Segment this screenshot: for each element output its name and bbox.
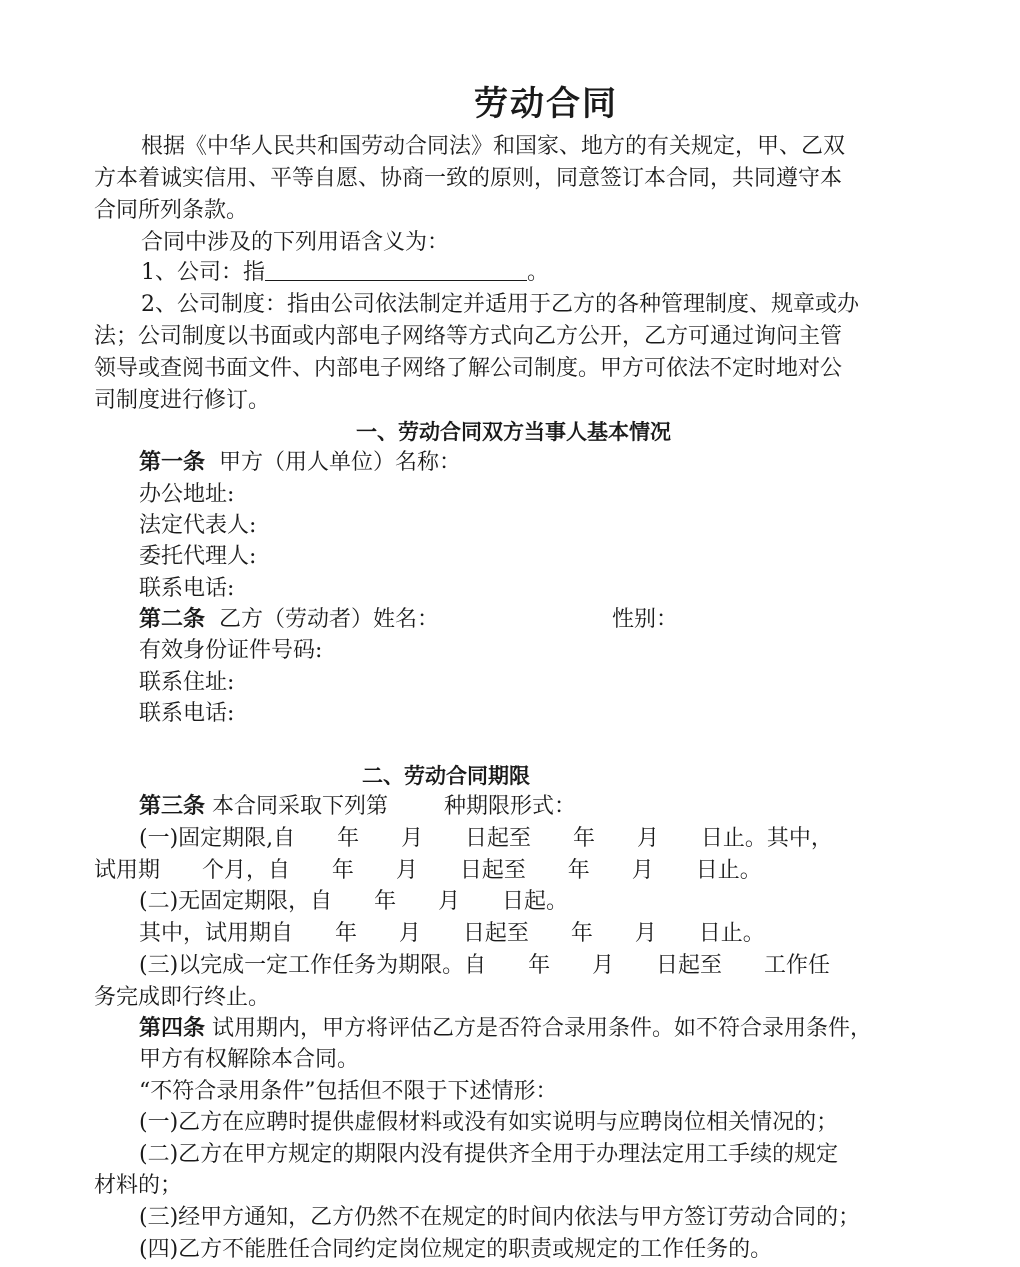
definition-policy-line-4: 司制度进行修订。 — [94, 388, 271, 413]
company-name-blank — [265, 258, 527, 281]
document-title: 劳动合同 — [474, 84, 618, 124]
article-4-text: 试用期内，甲方将评估乙方是否符合录用条件。如不符合录用条件， — [212, 1016, 873, 1041]
criterion-4: (四)乙方不能胜任合同约定岗位规定的职责或规定的工作任务的。 — [139, 1237, 773, 1262]
article-3-text: 本合同采取下列第 种期限形式： — [212, 794, 576, 819]
authorized-agent-label: 委托代理人: — [139, 544, 257, 569]
criterion-3: (三)经甲方通知，乙方仍然不在规定的时间内依法与甲方签订劳动合同的； — [139, 1205, 861, 1230]
open-term-line-1: (二)无固定期限，自 年 月 日起。 — [139, 889, 569, 914]
fixed-term-line-1: (一)固定期限,自 年 月 日起至 年 月 日止。其中， — [139, 826, 833, 851]
definition-company — [141, 258, 549, 288]
article-4-line-2: 甲方有权解除本合同。 — [139, 1047, 360, 1072]
criterion-2-line-2: 材料的； — [94, 1173, 183, 1198]
article-2 — [139, 605, 439, 635]
id-number-label: 有效身份证件号码: — [139, 638, 323, 663]
article-1 — [139, 448, 461, 478]
employee-address-label: 联系住址: — [139, 670, 235, 695]
employer-phone-label: 联系电话: — [139, 576, 235, 601]
article-1-text: 甲方（用人单位）名称： — [219, 450, 462, 475]
task-term-line-2: 务完成即行终止。 — [94, 985, 271, 1010]
section-2-heading: 二、劳动合同期限 — [362, 764, 530, 788]
legal-representative-label: 法定代表人: — [139, 513, 257, 538]
intro-line-2: 方本着诚实信用、平等自愿、协商一致的原则，同意签订本合同，共同遵守本 — [94, 166, 843, 191]
gender-label: 性别： — [612, 607, 679, 632]
definitions-intro: 合同中涉及的下列用语含义为： — [141, 230, 450, 255]
article-3 — [139, 792, 576, 822]
employee-phone-label: 联系电话: — [139, 701, 235, 726]
criteria-intro: “不符合录用条件”包括但不限于下述情形： — [139, 1079, 558, 1104]
article-2-text: 乙方（劳动者）姓名： — [219, 607, 440, 632]
open-term-line-2: 其中，试用期自 年 月 日起至 年 月 日止。 — [139, 921, 765, 946]
intro-line-3: 合同所列条款。 — [94, 198, 249, 223]
intro-line-1: 根据《中华人民共和国劳动合同法》和国家、地方的有关规定，甲、乙双 — [141, 134, 846, 159]
article-3-label: 第三条 — [139, 794, 206, 819]
definition-company-end: 。 — [527, 260, 550, 285]
definition-company-label: 1、公司：指 — [141, 260, 265, 285]
task-term-line-1: (三)以完成一定工作任务为期限。自 年 月 日起至 工作任 — [139, 953, 831, 978]
definition-policy-line-3: 领导或查阅书面文件、内部电子网络了解公司制度。甲方可依法不定时地对公 — [94, 356, 843, 381]
criterion-1: (一)乙方在应聘时提供虚假材料或没有如实说明与应聘岗位相关情况的； — [139, 1110, 839, 1135]
article-2-label: 第二条 — [139, 607, 206, 632]
article-1-label: 第一条 — [139, 450, 206, 475]
article-4 — [139, 1014, 872, 1044]
office-address-label: 办公地址: — [139, 482, 235, 507]
section-1-heading: 一、劳动合同双方当事人基本情况 — [356, 420, 671, 444]
article-4-label: 第四条 — [139, 1016, 206, 1041]
criterion-2-line-1: (二)乙方在甲方规定的期限内没有提供齐全用于办理法定用工手续的规定 — [139, 1142, 839, 1167]
fixed-term-line-2: 试用期 个月，自 年 月 日起至 年 月 日止。 — [94, 858, 762, 883]
definition-policy-line-2: 法；公司制度以书面或内部电子网络等方式向乙方公开，乙方可通过询问主管 — [94, 324, 843, 349]
definition-policy-line-1: 2、公司制度：指由公司依法制定并适用于乙方的各种管理制度、规章或办 — [141, 292, 859, 317]
